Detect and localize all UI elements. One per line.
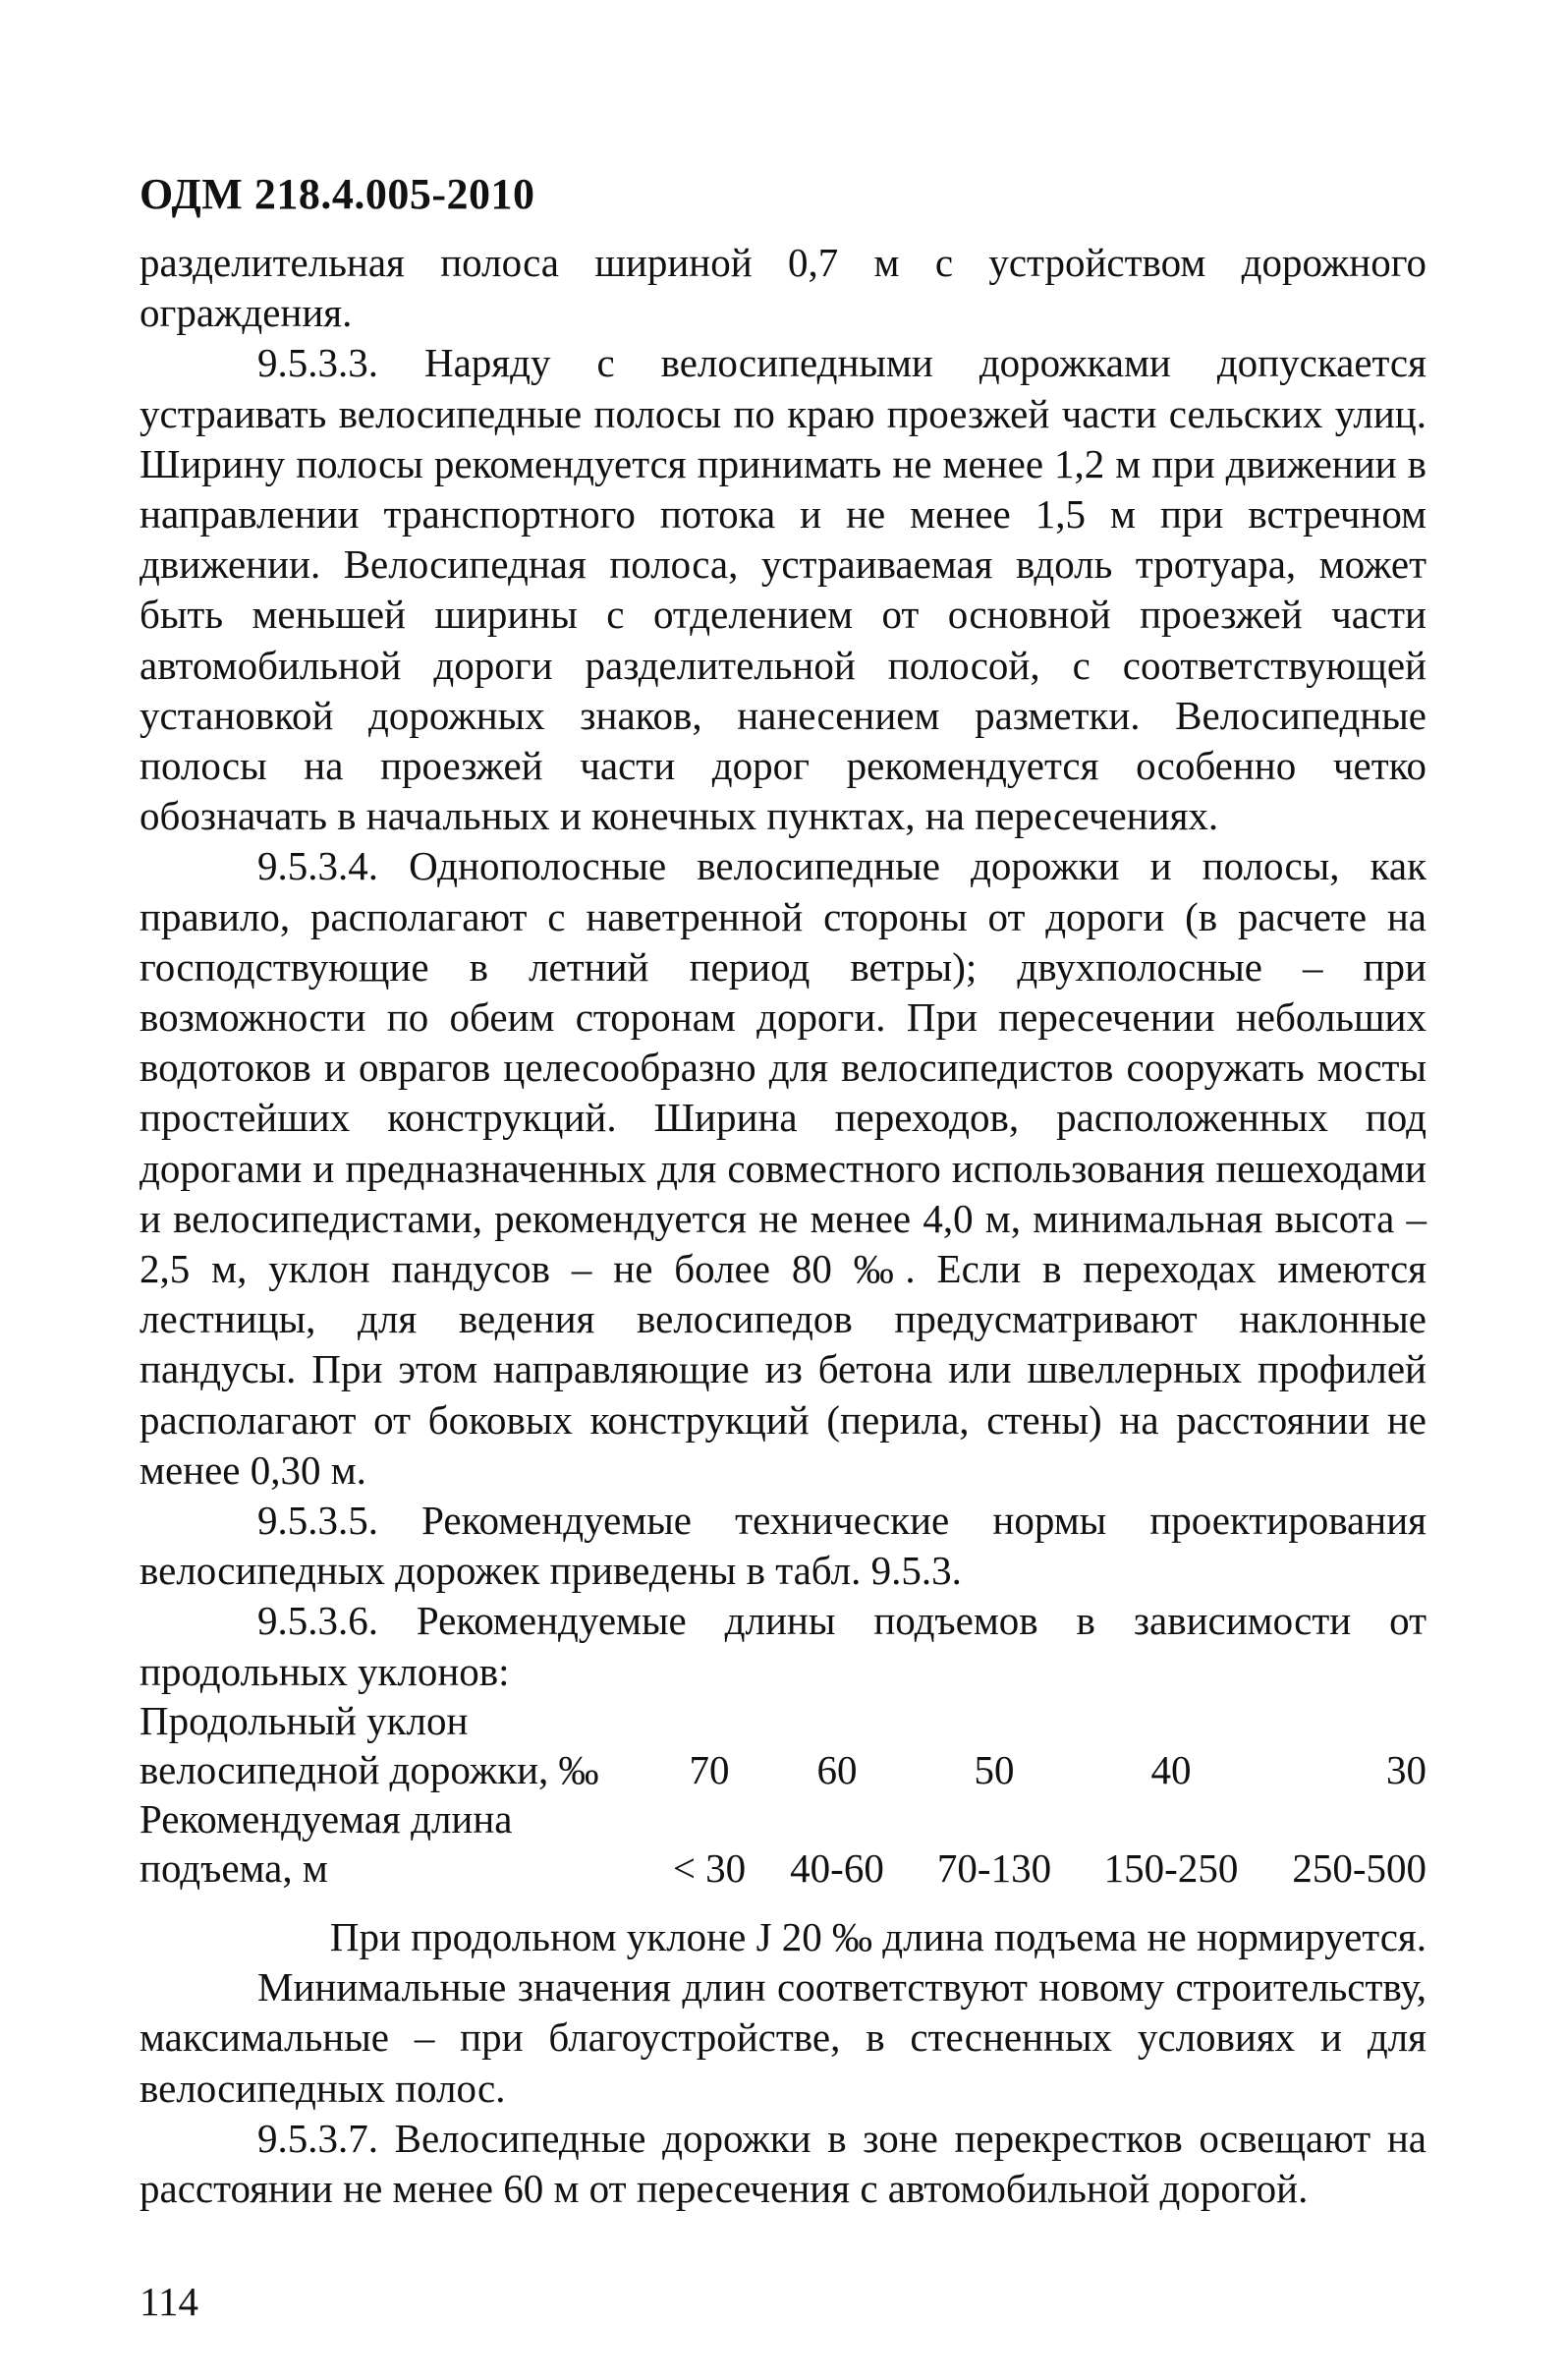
length-value: 40-60 bbox=[790, 1845, 884, 1891]
slope-label-line2: велосипедной дорожки, ‰ bbox=[140, 1747, 599, 1792]
table-row bbox=[140, 1794, 1426, 1843]
slope-value: 60 bbox=[816, 1747, 858, 1792]
length-label-line1: Рекомендуемая длина bbox=[140, 1796, 513, 1842]
paragraph-9-5-3-3: 9.5.3.3. Наряду с велосипедными дорожками допускается устраивать велосипедные полосы по краю проезжей части сельских улиц. Ширину полосы рекомендуется принимать не менее 1,2 м при движении в направлении транспортного потока и не менее 1,5 м при встречном движении. Велосипедная полоса, устраиваемая вдоль тротуара, может быть меньшей ширины с отделением от основной проезжей части автомобильной дороги разделительной полосой, с соответствующей установкой дорожных знаков, нанесением разметки. Велосипедные полосы на проезжей части дорог рекомендуется особенно четко обозначать в начальных и конечных пунктах, на пересечениях. bbox=[140, 340, 1426, 839]
paragraph-9-5-3-6: 9.5.3.6. Рекомендуемые длины подъемов в зависимости от продольных уклонов: bbox=[140, 1598, 1426, 1694]
length-value: < 30 bbox=[672, 1845, 747, 1891]
paragraph-min-max-note: Минимальные значения длин соответствуют новому строительству, максимальные – при благоустройстве, в стесненных условиях и для велосипедных полос. bbox=[140, 1964, 1426, 2111]
page-number: 114 bbox=[140, 2279, 198, 2324]
paragraph-9-5-3-4: 9.5.3.4. Однополосные велосипедные дорожки и полосы, как правило, располагают с наветренной стороны от дороги (в расчете на господствующие в летний период ветры); двухполосные – при возможности по обеим сторонам дороги. При пересечении небольших водотоков и оврагов целесообразно для велосипедистов сооружать мосты простейших конструкций. Ширина переходов, расположенных под дорогами и предназначенных для совместного использования пешеходами и велосипедистами, рекомендуется не менее 4,0 м, минимальная высота – 2,5 м, уклон пандусов – не более 80 ‰. Если в переходах имеются лестницы, для ведения велосипедов предусматривают наклонные пандусы. При этом направляющие из бетона или швеллерных профилей располагают от боковых конструкций (перила, стены) на расстоянии не менее 0,30 м. bbox=[140, 843, 1426, 1493]
table-row bbox=[140, 1843, 1426, 1893]
length-value: 70-130 bbox=[936, 1845, 1052, 1891]
main-text bbox=[140, 238, 1426, 1697]
slope-value: 50 bbox=[974, 1747, 1015, 1792]
slope-length-table bbox=[140, 1696, 1426, 1893]
table-row bbox=[140, 1745, 1426, 1794]
length-value: 150-250 bbox=[1103, 1845, 1239, 1891]
paragraph-continuation: разделительная полоса шириной 0,7 м с устройством дорожного ограждения. bbox=[140, 240, 1426, 336]
paragraph-slope-note: При продольном уклоне J 20 ‰ длина подъема не нормируется. bbox=[329, 1914, 1426, 1959]
slope-value: 30 bbox=[1386, 1747, 1426, 1792]
document-code-header: ОДМ 218.4.005-2010 bbox=[140, 170, 535, 218]
slope-label-line1: Продольный уклон bbox=[140, 1698, 469, 1743]
table-row bbox=[140, 1696, 1426, 1745]
length-label-line2: подъема, м bbox=[140, 1845, 328, 1891]
post-table-text bbox=[140, 1912, 1426, 2214]
slope-value: 70 bbox=[689, 1747, 730, 1792]
length-value: 250-500 bbox=[1292, 1845, 1426, 1891]
paragraph-9-5-3-7: 9.5.3.7. Велосипедные дорожки в зоне перекрестков освещают на расстоянии не менее 60 м от пересечения с автомобильной дорогой. bbox=[140, 2115, 1426, 2212]
slope-value: 40 bbox=[1150, 1747, 1192, 1792]
paragraph-9-5-3-5: 9.5.3.5. Рекомендуемые технические нормы проектирования велосипедных дорожек приведены в табл. 9.5.3. bbox=[140, 1498, 1426, 1594]
